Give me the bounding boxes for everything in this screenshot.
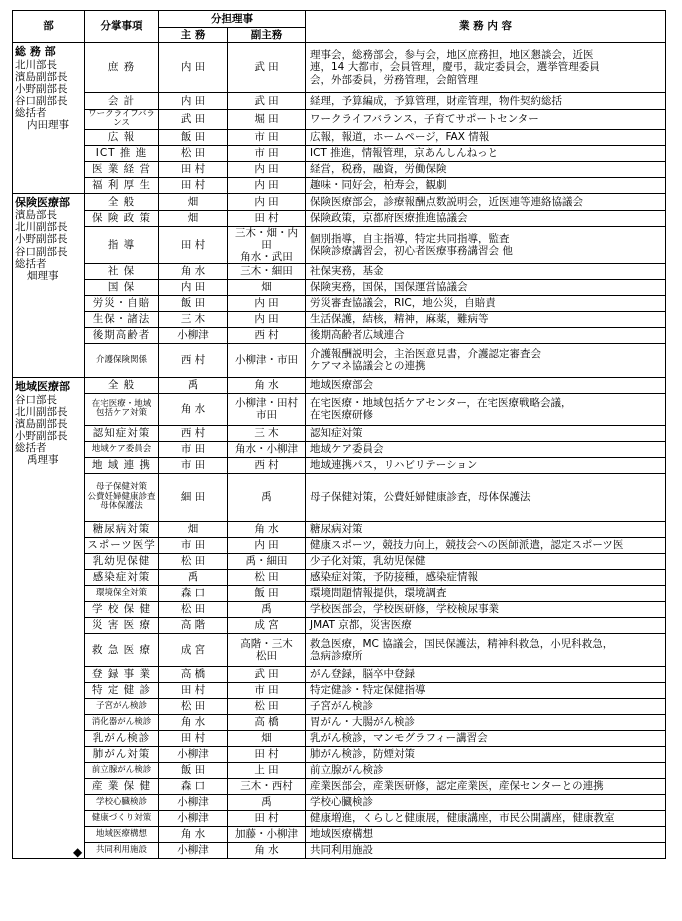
sub-director-cell: 市 田 [228, 129, 306, 145]
area-cell: 学校心臓検診 [85, 794, 159, 810]
dept-member: 禹理事 [27, 453, 59, 466]
table-row [13, 145, 666, 161]
area-cell: 会 計 [85, 93, 159, 110]
assignment-table [12, 10, 666, 859]
table-row [13, 210, 666, 226]
main-director-cell: 田 村 [159, 226, 228, 263]
area-cell: 認知症対策 [85, 425, 159, 441]
sub-director-cell: 堀 田 [228, 110, 306, 130]
dept-member: 濱島副部長 [15, 70, 68, 83]
duties-cell: ICT 推進，情報管理，京あんしんねっと [306, 145, 666, 161]
sub-director-cell: 上 田 [228, 762, 306, 778]
duties-cell: JMAT 京都，災害医療 [306, 617, 666, 633]
area-cell: 広 報 [85, 129, 159, 145]
table-row [13, 553, 666, 569]
sub-director-cell: 禹・細田 [228, 553, 306, 569]
table-row [13, 110, 666, 130]
duties-cell: 理事会，総務部会，参与会，地区庶務担，地区懇談会，近医 連，14 大都市，会員管理，慶弔，裁定委員会，選挙管理委員 会，外部委員，労務管理，会館管理 [306, 43, 666, 93]
main-director-cell: 田 村 [159, 730, 228, 746]
area-cell: ワークライフバランス [85, 110, 159, 130]
area-cell: 乳がん検診 [85, 730, 159, 746]
sub-director-cell: 成 宮 [228, 617, 306, 633]
table-row [13, 601, 666, 617]
area-cell: 救 急 医 療 [85, 633, 159, 666]
dept-cell [13, 43, 85, 194]
area-cell: 産 業 保 健 [85, 778, 159, 794]
area-cell: 肺がん対策 [85, 746, 159, 762]
table-row [13, 457, 666, 473]
duties-cell: 共同利用施設 [306, 842, 666, 858]
main-director-cell: 成 宮 [159, 633, 228, 666]
sub-director-cell: 三木・畑・内田 角水・武田 [228, 226, 306, 263]
sub-director-cell: 三木・細田 [228, 263, 306, 279]
area-cell: 在宅医療・地域 包括ケア対策 [85, 393, 159, 425]
header-area: 分掌事項 [85, 11, 159, 43]
sub-director-cell: 松 田 [228, 698, 306, 714]
duties-cell: 介護報酬説明会，主治医意見書，介護認定審査会 ケアマネ協議会との連携 [306, 343, 666, 377]
area-cell: 介護保険関係 [85, 343, 159, 377]
table-row [13, 327, 666, 343]
main-director-cell: 角 水 [159, 714, 228, 730]
table-row [13, 666, 666, 682]
main-director-cell: 高 橋 [159, 666, 228, 682]
main-director-cell: 武 田 [159, 110, 228, 130]
main-director-cell: 西 村 [159, 425, 228, 441]
sub-director-cell: 内 田 [228, 193, 306, 210]
duties-cell: 経営，税務，融資，労働保険 [306, 161, 666, 177]
dept-member: 北川副部長 [15, 221, 68, 234]
main-director-cell: 細 田 [159, 473, 228, 521]
main-director-cell: 西 村 [159, 343, 228, 377]
sub-director-cell: 角水・小柳津 [228, 441, 306, 457]
sub-director-cell: 内 田 [228, 161, 306, 177]
area-cell: 保 険 政 策 [85, 210, 159, 226]
main-director-cell: 高 階 [159, 617, 228, 633]
area-cell: 糖尿病対策 [85, 521, 159, 537]
sub-director-cell: 市 田 [228, 682, 306, 698]
duties-cell: がん登録，脳卒中登録 [306, 666, 666, 682]
area-cell: 社 保 [85, 263, 159, 279]
table-row [13, 521, 666, 537]
sub-director-cell: 西 村 [228, 457, 306, 473]
main-director-cell: 禹 [159, 377, 228, 393]
table-row [13, 279, 666, 295]
area-cell: 国 保 [85, 279, 159, 295]
duties-cell: 認知症対策 [306, 425, 666, 441]
sub-director-cell: 畑 [228, 730, 306, 746]
table-row [13, 377, 666, 393]
dept-member: 北川副部長 [15, 405, 68, 418]
area-cell: 特 定 健 診 [85, 682, 159, 698]
main-director-cell: 畑 [159, 210, 228, 226]
main-director-cell: 市 田 [159, 457, 228, 473]
area-cell: スポーツ医学 [85, 537, 159, 553]
main-director-cell: 松 田 [159, 601, 228, 617]
duties-cell: 在宅医療・地域包括ケアセンター，在宅医療戦略会議， 在宅医療研修 [306, 393, 666, 425]
area-cell: 子宮がん検診 [85, 698, 159, 714]
table-row [13, 129, 666, 145]
duties-cell: 保険政策，京都府医療推進協議会 [306, 210, 666, 226]
main-director-cell: 角 水 [159, 263, 228, 279]
main-director-cell: 内 田 [159, 93, 228, 110]
main-director-cell: 松 田 [159, 698, 228, 714]
table-row [13, 311, 666, 327]
dept-member: 谷口副部長 [15, 94, 68, 107]
duties-cell: 胃がん・大腸がん検診 [306, 714, 666, 730]
duties-cell: 少子化対策，乳幼児保健 [306, 553, 666, 569]
dept-cell [13, 377, 85, 858]
sub-director-cell: 畑 [228, 279, 306, 295]
sub-director-cell: 角 水 [228, 842, 306, 858]
table-row [13, 43, 666, 93]
main-director-cell: 小柳津 [159, 327, 228, 343]
table-row [13, 177, 666, 193]
dept-member: 小野副部長 [15, 429, 68, 442]
duties-cell: 環境問題情報提供，環境調査 [306, 585, 666, 601]
sub-director-cell: 三木・西村 [228, 778, 306, 794]
sub-director-cell: 武 田 [228, 43, 306, 93]
duties-cell: 健康増進，くらしと健康展，健康講座，市民公開講座，健康教室 [306, 810, 666, 826]
area-cell: 地域医療構想 [85, 826, 159, 842]
dept-name: 保険医療部 [15, 195, 70, 209]
sub-director-cell: 禹 [228, 601, 306, 617]
duties-cell: 地域ケア委員会 [306, 441, 666, 457]
dept-member: 総括者 [15, 257, 47, 270]
sub-director-cell: 田 村 [228, 746, 306, 762]
table-row [13, 343, 666, 377]
area-cell: 環境保全対策 [85, 585, 159, 601]
table-row [13, 714, 666, 730]
duties-cell: 感染症対策，予防接種，感染症情報 [306, 569, 666, 585]
main-director-cell: 飯 田 [159, 129, 228, 145]
main-director-cell: 畑 [159, 193, 228, 210]
main-director-cell: 松 田 [159, 553, 228, 569]
table-row [13, 617, 666, 633]
sub-director-cell: 高階・三木 松田 [228, 633, 306, 666]
area-cell: 災 害 医 療 [85, 617, 159, 633]
dept-name: 総 務 部 [15, 45, 56, 58]
duties-cell: 子宮がん検診 [306, 698, 666, 714]
sub-director-cell: 松 田 [228, 569, 306, 585]
duties-cell: 糖尿病対策 [306, 521, 666, 537]
dept-member: 総括者 [15, 106, 47, 119]
duties-cell: 労災審査協議会，RIC，地公災，自賠責 [306, 295, 666, 311]
table-row [13, 569, 666, 585]
area-cell: ICT 推 進 [85, 145, 159, 161]
assignment-table-wrapper [12, 10, 666, 859]
main-director-cell: 田 村 [159, 682, 228, 698]
area-cell: 後期高齢者 [85, 327, 159, 343]
dept-member: 谷口部長 [15, 393, 57, 406]
duties-cell: 経理，予算編成，予算管理，財産管理，物件契約総括 [306, 93, 666, 110]
dept-member: 総括者 [15, 441, 47, 454]
dept-member: 濱島部長 [15, 209, 57, 222]
table-row [13, 698, 666, 714]
main-director-cell: 内 田 [159, 279, 228, 295]
duties-cell: 学校心臓検診 [306, 794, 666, 810]
table-row [13, 778, 666, 794]
duties-cell: 母子保健対策，公費妊婦健康診査，母体保護法 [306, 473, 666, 521]
main-director-cell: 畑 [159, 521, 228, 537]
area-cell: 地 域 連 携 [85, 457, 159, 473]
main-director-cell: 内 田 [159, 43, 228, 93]
sub-director-cell: 角 水 [228, 521, 306, 537]
table-row [13, 93, 666, 110]
table-row [13, 263, 666, 279]
area-cell: 生保・諸法 [85, 311, 159, 327]
sub-director-cell: 武 田 [228, 93, 306, 110]
header-directors: 分担理事 [159, 11, 306, 28]
main-director-cell: 田 村 [159, 161, 228, 177]
table-row [13, 762, 666, 778]
diamond-marker-icon: ◆ [73, 844, 83, 859]
table-row [13, 537, 666, 553]
area-cell: 全 般 [85, 377, 159, 393]
table-row [13, 585, 666, 601]
duties-cell: 個別指導，自主指導，特定共同指導，監査 保険診療講習会，初心者医療事務講習会 他 [306, 226, 666, 263]
main-director-cell: 小柳津 [159, 794, 228, 810]
area-cell: 医 業 経 営 [85, 161, 159, 177]
sub-director-cell: 禹 [228, 794, 306, 810]
main-director-cell: 松 田 [159, 145, 228, 161]
table-row [13, 161, 666, 177]
area-cell: 学 校 保 健 [85, 601, 159, 617]
dept-member: 北川部長 [15, 58, 57, 71]
duties-cell: 救急医療，MC 協議会，国民保護法，精神科救急，小児科救急， 急病診療所 [306, 633, 666, 666]
duties-cell: 生活保護，結核，精神，麻薬，難病等 [306, 311, 666, 327]
table-row [13, 633, 666, 666]
main-director-cell: 禹 [159, 569, 228, 585]
area-cell: 健康づくり対策 [85, 810, 159, 826]
dept-member: 小野副部長 [15, 82, 68, 95]
duties-cell: 肺がん検診，防煙対策 [306, 746, 666, 762]
main-director-cell: 小柳津 [159, 810, 228, 826]
duties-cell: 健康スポーツ，競技力向上，競技会への医師派遣，認定スポーツ医 [306, 537, 666, 553]
table-row [13, 473, 666, 521]
main-director-cell: 森 口 [159, 585, 228, 601]
table-row [13, 193, 666, 210]
main-director-cell: 田 村 [159, 177, 228, 193]
duties-cell: 地域医療部会 [306, 377, 666, 393]
area-cell: 庶 務 [85, 43, 159, 93]
sub-director-cell: 内 田 [228, 537, 306, 553]
area-cell: 福 利 厚 生 [85, 177, 159, 193]
duties-cell: 特定健診・特定保健指導 [306, 682, 666, 698]
sub-director-cell: 田 村 [228, 810, 306, 826]
table-row [13, 794, 666, 810]
sub-director-cell: 高 橋 [228, 714, 306, 730]
table-row [13, 295, 666, 311]
dept-name: 地域医療部 [15, 379, 70, 393]
table-row [13, 730, 666, 746]
duties-cell: 乳がん検診，マンモグラフィー講習会 [306, 730, 666, 746]
sub-director-cell: 飯 田 [228, 585, 306, 601]
table-row [13, 393, 666, 425]
sub-director-cell: 田 村 [228, 210, 306, 226]
main-director-cell: 小柳津 [159, 746, 228, 762]
area-cell: 指 導 [85, 226, 159, 263]
table-row [13, 826, 666, 842]
main-director-cell: 角 水 [159, 826, 228, 842]
duties-cell: 社保実務，基金 [306, 263, 666, 279]
duties-cell: 保険医療部会，診療報酬点数説明会，近医連等連絡協議会 [306, 193, 666, 210]
duties-cell: 学校医部会，学校医研修，学校検尿事業 [306, 601, 666, 617]
header-dept: 部 [13, 11, 85, 43]
sub-director-cell: 市 田 [228, 145, 306, 161]
area-cell: 前立腺がん検診 [85, 762, 159, 778]
table-row [13, 810, 666, 826]
table-row [13, 682, 666, 698]
sub-director-cell: 三 木 [228, 425, 306, 441]
sub-director-cell: 内 田 [228, 295, 306, 311]
dept-member: 畑理事 [27, 269, 59, 282]
area-cell: 登 録 事 業 [85, 666, 159, 682]
area-cell: 消化器がん検診 [85, 714, 159, 730]
header-sub: 副主務 [228, 28, 306, 43]
main-director-cell: 飯 田 [159, 762, 228, 778]
main-director-cell: 市 田 [159, 441, 228, 457]
duties-cell: 地域連携パス，リハビリテーション [306, 457, 666, 473]
sub-director-cell: 小柳津・市田 [228, 343, 306, 377]
duties-cell: 地域医療構想 [306, 826, 666, 842]
main-director-cell: 森 口 [159, 778, 228, 794]
area-cell: 乳幼児保健 [85, 553, 159, 569]
area-cell: 母子保健対策 公費妊婦健康診査 母体保護法 [85, 473, 159, 521]
dept-member: 小野副部長 [15, 233, 68, 246]
main-director-cell: 三 木 [159, 311, 228, 327]
table-row [13, 746, 666, 762]
area-cell: 地域ケア委員会 [85, 441, 159, 457]
duties-cell: ワークライフバランス，子育てサポートセンター [306, 110, 666, 130]
sub-director-cell: 小柳津・田村 市田 [228, 393, 306, 425]
main-director-cell: 飯 田 [159, 295, 228, 311]
main-director-cell: 角 水 [159, 393, 228, 425]
table-row [13, 425, 666, 441]
duties-cell: 後期高齢者広域連合 [306, 327, 666, 343]
dept-cell [13, 193, 85, 377]
sub-director-cell: 内 田 [228, 311, 306, 327]
area-cell: 労災・自賠 [85, 295, 159, 311]
area-cell: 全 般 [85, 193, 159, 210]
duties-cell: 保険実務，国保，国保運営協議会 [306, 279, 666, 295]
main-director-cell: 小柳津 [159, 842, 228, 858]
sub-director-cell: 加藤・小柳津 [228, 826, 306, 842]
sub-director-cell: 武 田 [228, 666, 306, 682]
assignment-table-body [13, 43, 666, 859]
area-cell: ◆ 共同利用施設 [85, 842, 159, 858]
duties-cell: 前立腺がん検診 [306, 762, 666, 778]
header-duties: 業 務 内 容 [306, 11, 666, 43]
duties-cell: 産業医部会，産業医研修，認定産業医，産保センターとの連携 [306, 778, 666, 794]
sub-director-cell: 内 田 [228, 177, 306, 193]
sub-director-cell: 角 水 [228, 377, 306, 393]
dept-member: 谷口副部長 [15, 245, 68, 258]
dept-member: 内田理事 [27, 118, 69, 131]
sub-director-cell: 西 村 [228, 327, 306, 343]
table-row [13, 441, 666, 457]
dept-member: 濱島副部長 [15, 417, 68, 430]
duties-cell: 趣味・同好会，柏寿会，観劇 [306, 177, 666, 193]
header-main: 主 務 [159, 28, 228, 43]
table-row [13, 226, 666, 263]
sub-director-cell: 禹 [228, 473, 306, 521]
table-row [13, 842, 666, 858]
area-cell: 感染症対策 [85, 569, 159, 585]
duties-cell: 広報，報道，ホームページ，FAX 情報 [306, 129, 666, 145]
main-director-cell: 市 田 [159, 537, 228, 553]
